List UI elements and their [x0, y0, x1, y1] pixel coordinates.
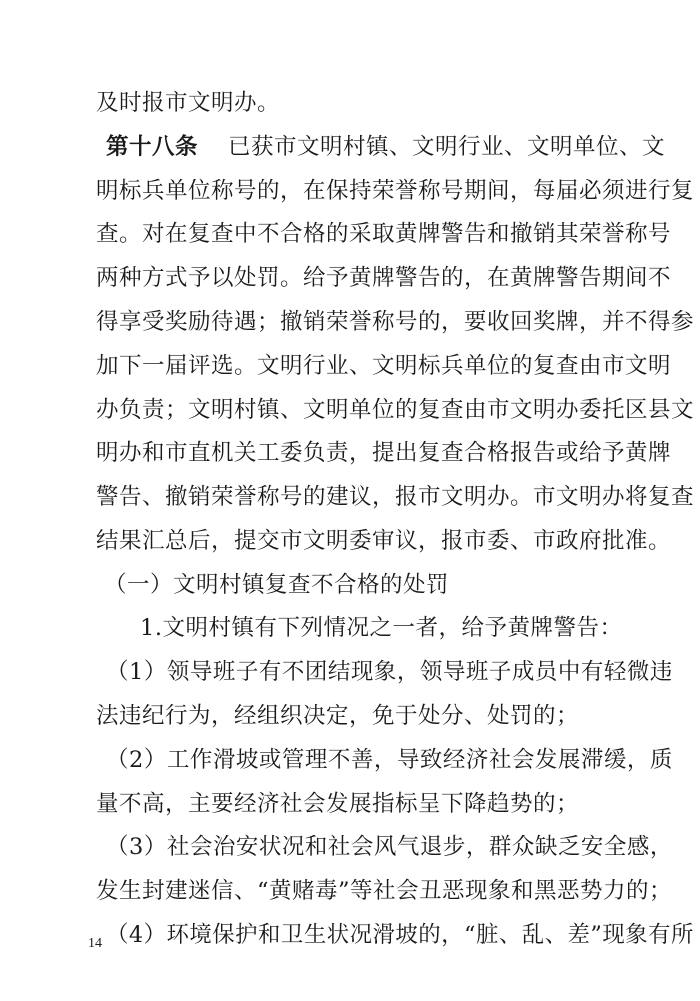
text-line-11: 结果汇总后，提交市文明委审议，报市委、市政府批准。 [96, 528, 672, 554]
text-line-17: 量不高，主要经济社会发展指标呈下降趋势的； [96, 791, 580, 817]
text-line-4: 查。对在复查中不合格的采取黄牌警告和撤销其荣誉称号 [96, 221, 672, 247]
text-line-19: 发生封建迷信、“黄赌毒”等社会丑恶现象和黑恶势力的； [96, 878, 673, 904]
article-label: 第十八条 [106, 134, 199, 160]
text-line-6: 得享受奖励待遇；撤销荣誉称号的，要收回奖牌，并不得参 [96, 309, 695, 335]
text-line-15: 法违纪行为，经组织决定，免于处分、处罚的； [96, 703, 580, 729]
text-line-13: 1.文明村镇有下列情况之一者，给予黄牌警告： [140, 615, 623, 641]
text-line-1: 及时报市文明办。 [96, 90, 281, 116]
section-heading: （一）文明村镇复查不合格的处罚 [104, 572, 450, 598]
text-line-5: 两种方式予以处罚。给予黄牌警告的，在黄牌警告期间不 [96, 265, 672, 291]
text-line-10: 警告、撤销荣誉称号的建议，报市文明办。市文明办将复查 [96, 484, 695, 510]
text-line-9: 明办和市直机关工委负责，提出复查合格报告或给予黄牌 [96, 440, 672, 466]
text-line-8: 办负责；文明村镇、文明单位的复查由市文明办委托区县文 [96, 397, 695, 423]
text-line-2 [106, 132, 665, 162]
text-line-2-body: 已获市文明村镇、文明行业、文明单位、文 [228, 134, 666, 160]
text-line-16: （2）工作滑坡或管理不善，导致经济社会发展滞缓，质 [106, 747, 673, 773]
text-line-18: （3）社会治安状况和社会风气退步，群众缺乏安全感， [106, 834, 673, 860]
text-line-3: 明标兵单位称号的，在保持荣誉称号期间，每届必须进行复 [96, 178, 695, 204]
text-line-7: 加下一届评选。文明行业、文明标兵单位的复查由市文明 [96, 353, 672, 379]
page-number: 14 [88, 936, 102, 951]
text-line-14: （1）领导班子有不团结现象，领导班子成员中有轻微违 [106, 659, 673, 685]
text-line-20: （4）环境保护和卫生状况滑坡的，“脏、乱、差”现象有所 [106, 922, 694, 948]
